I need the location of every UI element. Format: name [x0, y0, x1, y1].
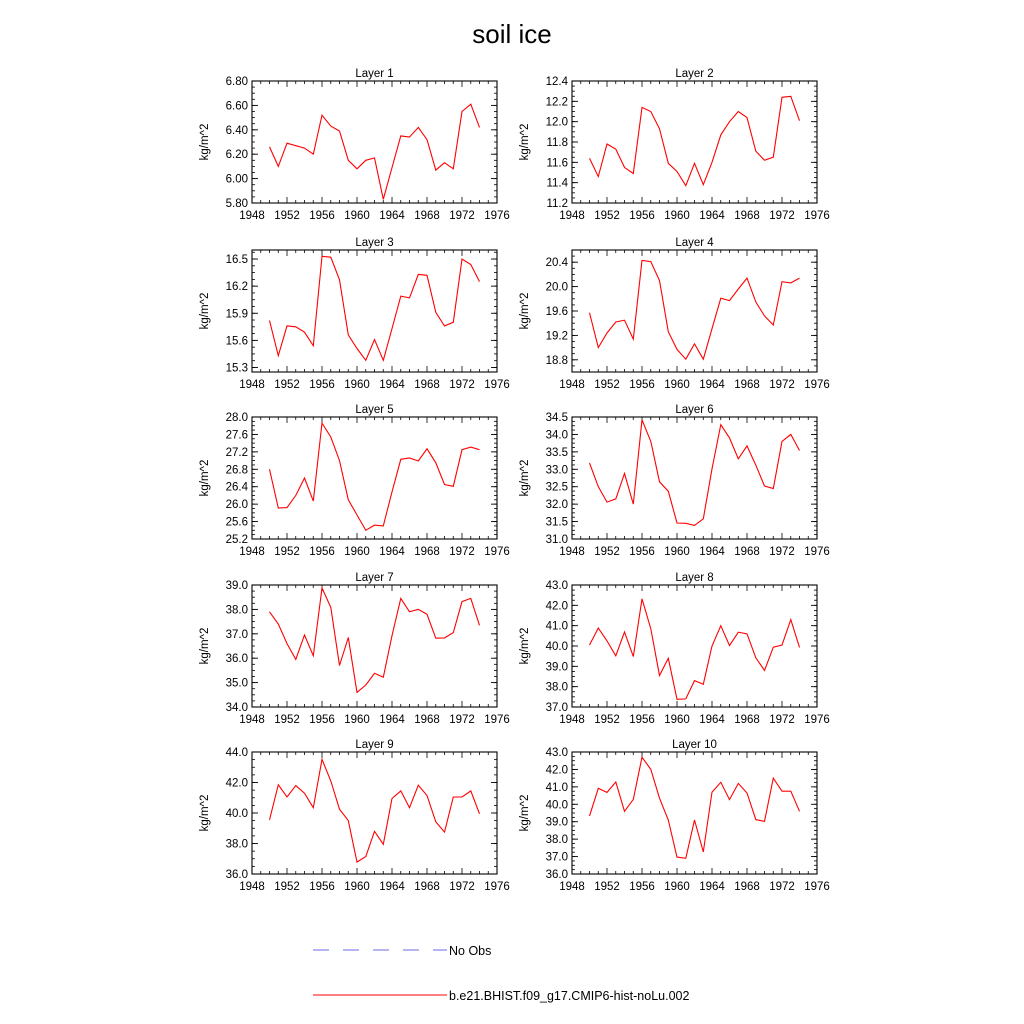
y-tick-label: 11.4	[546, 177, 568, 190]
y-tick-label: 20.0	[545, 281, 568, 294]
series-line	[590, 420, 800, 526]
y-tick-label: 19.6	[545, 306, 568, 318]
y-tick-label: 12.0	[545, 116, 568, 129]
y-tick-label: 16.5	[225, 254, 248, 267]
x-tick-label: 1972	[449, 379, 475, 391]
panel-title: Layer 1	[355, 68, 394, 80]
y-tick-label: 28.0	[225, 412, 248, 424]
panel-title: Layer 4	[675, 237, 714, 249]
x-tick-label: 1964	[379, 881, 405, 893]
x-tick-label: 1976	[484, 379, 510, 391]
panel-title: Layer 10	[672, 739, 717, 751]
y-tick-label: 37.0	[545, 851, 568, 864]
panel-title: Layer 8	[675, 572, 714, 584]
y-axis-label: kg/m^2	[199, 123, 211, 161]
y-tick-label: 42.0	[545, 600, 568, 613]
chart-panel-layer-2	[519, 68, 830, 222]
y-tick-label: 6.00	[225, 173, 248, 186]
x-tick-label: 1968	[414, 379, 440, 391]
y-axis-label: kg/m^2	[199, 292, 211, 330]
x-tick-label: 1952	[274, 546, 300, 558]
x-tick-label: 1956	[309, 881, 335, 893]
x-tick-label: 1948	[559, 379, 585, 391]
x-tick-label: 1964	[379, 546, 405, 558]
y-tick-label: 18.8	[545, 354, 568, 367]
x-tick-label: 1956	[309, 379, 335, 391]
x-tick-label: 1972	[769, 546, 795, 558]
y-tick-label: 41.0	[545, 620, 568, 633]
x-tick-label: 1948	[559, 210, 585, 222]
x-tick-label: 1948	[239, 379, 265, 391]
y-tick-label: 43.0	[545, 747, 568, 759]
x-tick-label: 1964	[379, 379, 405, 391]
y-tick-label: 16.2	[225, 281, 248, 294]
legend-label-no-obs: No Obs	[449, 944, 492, 958]
x-tick-label: 1952	[274, 379, 300, 391]
x-tick-label: 1948	[559, 714, 585, 726]
x-tick-label: 1972	[449, 881, 475, 893]
y-axis-label: kg/m^2	[519, 627, 531, 665]
plot-frame	[572, 81, 817, 203]
x-tick-label: 1948	[239, 210, 265, 222]
y-tick-label: 32.5	[545, 481, 568, 494]
x-tick-label: 1964	[699, 379, 725, 391]
x-tick-label: 1952	[274, 210, 300, 222]
y-tick-label: 11.6	[546, 157, 568, 170]
y-tick-label: 34.0	[225, 702, 248, 714]
x-tick-label: 1968	[414, 546, 440, 558]
chart-panel-layer-9	[199, 739, 510, 893]
x-tick-label: 1956	[629, 210, 655, 222]
legend	[313, 944, 689, 1003]
y-tick-label: 6.60	[225, 100, 248, 113]
x-tick-label: 1976	[804, 714, 830, 726]
x-tick-label: 1972	[449, 546, 475, 558]
y-tick-label: 33.0	[545, 464, 568, 477]
y-tick-label: 39.0	[545, 816, 568, 829]
x-tick-label: 1964	[379, 714, 405, 726]
x-tick-label: 1968	[734, 379, 760, 391]
series-line	[590, 260, 800, 359]
x-tick-label: 1960	[664, 210, 690, 222]
x-tick-label: 1948	[239, 881, 265, 893]
plot-frame	[252, 752, 497, 874]
y-tick-label: 36.0	[225, 653, 248, 666]
x-tick-label: 1972	[769, 881, 795, 893]
y-tick-label: 38.0	[545, 681, 568, 694]
y-tick-label: 27.2	[225, 446, 248, 459]
x-tick-label: 1968	[414, 210, 440, 222]
x-tick-label: 1968	[734, 210, 760, 222]
y-tick-label: 31.5	[545, 516, 568, 529]
y-tick-label: 20.4	[545, 257, 568, 270]
x-tick-label: 1968	[734, 546, 760, 558]
figure-title: soil ice	[472, 19, 552, 49]
plot-frame	[572, 250, 817, 372]
x-tick-label: 1976	[484, 210, 510, 222]
y-tick-label: 15.3	[225, 362, 248, 375]
x-tick-label: 1976	[484, 714, 510, 726]
x-tick-label: 1972	[769, 714, 795, 726]
y-tick-label: 34.5	[545, 412, 568, 424]
chart-panel-layer-10	[519, 739, 830, 893]
y-tick-label: 37.0	[545, 702, 568, 714]
x-tick-label: 1964	[699, 546, 725, 558]
chart-panel-layer-6	[519, 404, 830, 558]
y-tick-label: 25.2	[225, 534, 248, 546]
x-tick-label: 1960	[344, 210, 370, 222]
x-tick-label: 1968	[734, 881, 760, 893]
x-tick-label: 1952	[594, 379, 620, 391]
x-tick-label: 1972	[769, 210, 795, 222]
y-tick-label: 6.80	[225, 76, 248, 88]
y-tick-label: 40.0	[545, 799, 568, 812]
y-tick-label: 39.0	[545, 661, 568, 674]
x-tick-label: 1976	[804, 379, 830, 391]
x-tick-label: 1960	[664, 546, 690, 558]
y-tick-label: 12.2	[545, 96, 568, 109]
x-tick-label: 1956	[629, 546, 655, 558]
y-axis-label: kg/m^2	[199, 794, 211, 832]
series-line	[590, 96, 800, 185]
series-line	[590, 757, 800, 858]
x-tick-label: 1964	[699, 210, 725, 222]
panel-title: Layer 9	[355, 739, 394, 751]
series-line	[270, 759, 480, 862]
x-tick-label: 1952	[594, 210, 620, 222]
chart-panel-layer-4	[519, 237, 830, 391]
x-tick-label: 1976	[484, 546, 510, 558]
x-tick-label: 1960	[664, 379, 690, 391]
x-tick-label: 1960	[664, 714, 690, 726]
x-tick-label: 1948	[239, 546, 265, 558]
x-tick-label: 1976	[804, 210, 830, 222]
y-tick-label: 26.4	[225, 481, 248, 494]
chart-panel-layer-1	[199, 68, 510, 222]
plot-frame	[572, 417, 817, 539]
y-tick-label: 38.0	[545, 834, 568, 847]
x-tick-label: 1952	[274, 714, 300, 726]
y-axis-label: kg/m^2	[199, 459, 211, 497]
plot-frame	[252, 417, 497, 539]
legend-label-model: b.e21.BHIST.f09_g17.CMIP6-hist-noLu.002	[449, 989, 690, 1003]
y-tick-label: 34.0	[545, 429, 568, 442]
x-tick-label: 1948	[239, 714, 265, 726]
y-tick-label: 19.2	[545, 330, 568, 343]
panel-title: Layer 2	[675, 68, 714, 80]
x-tick-label: 1960	[344, 881, 370, 893]
y-tick-label: 38.0	[225, 604, 248, 617]
x-tick-label: 1976	[804, 881, 830, 893]
series-line	[270, 104, 480, 199]
chart-panels	[199, 68, 830, 893]
y-tick-label: 37.0	[225, 628, 248, 641]
x-tick-label: 1960	[344, 379, 370, 391]
plot-frame	[572, 752, 817, 874]
chart-panel-layer-5	[199, 404, 510, 558]
y-axis-label: kg/m^2	[519, 123, 531, 161]
plot-frame	[252, 81, 497, 203]
y-tick-label: 39.0	[225, 580, 248, 592]
y-tick-label: 36.0	[545, 869, 568, 881]
y-tick-label: 35.0	[225, 677, 248, 690]
chart-panel-layer-3	[199, 237, 510, 391]
y-tick-label: 32.0	[545, 499, 568, 512]
x-tick-label: 1948	[559, 881, 585, 893]
x-tick-label: 1964	[699, 881, 725, 893]
y-axis-label: kg/m^2	[519, 459, 531, 497]
panel-title: Layer 5	[355, 404, 394, 416]
x-tick-label: 1948	[559, 546, 585, 558]
y-tick-label: 5.80	[225, 198, 248, 210]
y-tick-label: 27.6	[225, 429, 248, 442]
x-tick-label: 1964	[379, 210, 405, 222]
x-tick-label: 1972	[769, 379, 795, 391]
x-tick-label: 1956	[629, 881, 655, 893]
y-tick-label: 15.9	[225, 308, 248, 321]
x-tick-label: 1976	[804, 546, 830, 558]
x-tick-label: 1952	[594, 881, 620, 893]
panel-title: Layer 6	[675, 404, 714, 416]
y-tick-label: 31.0	[545, 534, 568, 546]
y-tick-label: 11.8	[546, 137, 568, 149]
y-tick-label: 15.6	[225, 335, 248, 348]
x-tick-label: 1956	[309, 546, 335, 558]
x-tick-label: 1968	[414, 881, 440, 893]
x-tick-label: 1952	[594, 546, 620, 558]
series-line	[590, 599, 800, 700]
y-tick-label: 25.6	[225, 516, 248, 529]
y-tick-label: 41.0	[545, 781, 568, 794]
x-tick-label: 1956	[629, 379, 655, 391]
x-tick-label: 1956	[629, 714, 655, 726]
y-tick-label: 43.0	[545, 580, 568, 592]
x-tick-label: 1960	[344, 714, 370, 726]
y-tick-label: 40.0	[225, 808, 248, 820]
y-axis-label: kg/m^2	[519, 292, 531, 330]
y-tick-label: 6.40	[225, 124, 248, 137]
x-tick-label: 1968	[734, 714, 760, 726]
series-line	[270, 588, 480, 693]
y-tick-label: 33.5	[545, 446, 568, 459]
y-axis-label: kg/m^2	[519, 794, 531, 832]
panel-title: Layer 3	[355, 237, 394, 249]
series-line	[270, 423, 480, 530]
x-tick-label: 1968	[414, 714, 440, 726]
y-tick-label: 12.4	[545, 76, 568, 88]
y-tick-label: 36.0	[225, 869, 248, 881]
y-tick-label: 26.0	[225, 499, 248, 512]
y-tick-label: 44.0	[225, 747, 248, 759]
x-tick-label: 1976	[484, 881, 510, 893]
y-tick-label: 26.8	[225, 464, 248, 477]
chart-panel-layer-8	[519, 572, 830, 726]
x-tick-label: 1964	[699, 714, 725, 726]
y-axis-label: kg/m^2	[199, 627, 211, 665]
x-tick-label: 1960	[664, 881, 690, 893]
chart-panel-layer-7	[199, 572, 510, 726]
x-tick-label: 1952	[594, 714, 620, 726]
panel-title: Layer 7	[355, 572, 394, 584]
x-tick-label: 1956	[309, 210, 335, 222]
y-tick-label: 11.2	[546, 198, 568, 210]
y-tick-label: 40.0	[545, 641, 568, 653]
x-tick-label: 1956	[309, 714, 335, 726]
y-tick-label: 6.20	[225, 149, 248, 162]
x-tick-label: 1952	[274, 881, 300, 893]
series-line	[270, 256, 480, 360]
x-tick-label: 1972	[449, 714, 475, 726]
x-tick-label: 1960	[344, 546, 370, 558]
y-tick-label: 42.0	[225, 777, 248, 790]
y-tick-label: 42.0	[545, 764, 568, 777]
x-tick-label: 1972	[449, 210, 475, 222]
y-tick-label: 38.0	[225, 838, 248, 851]
